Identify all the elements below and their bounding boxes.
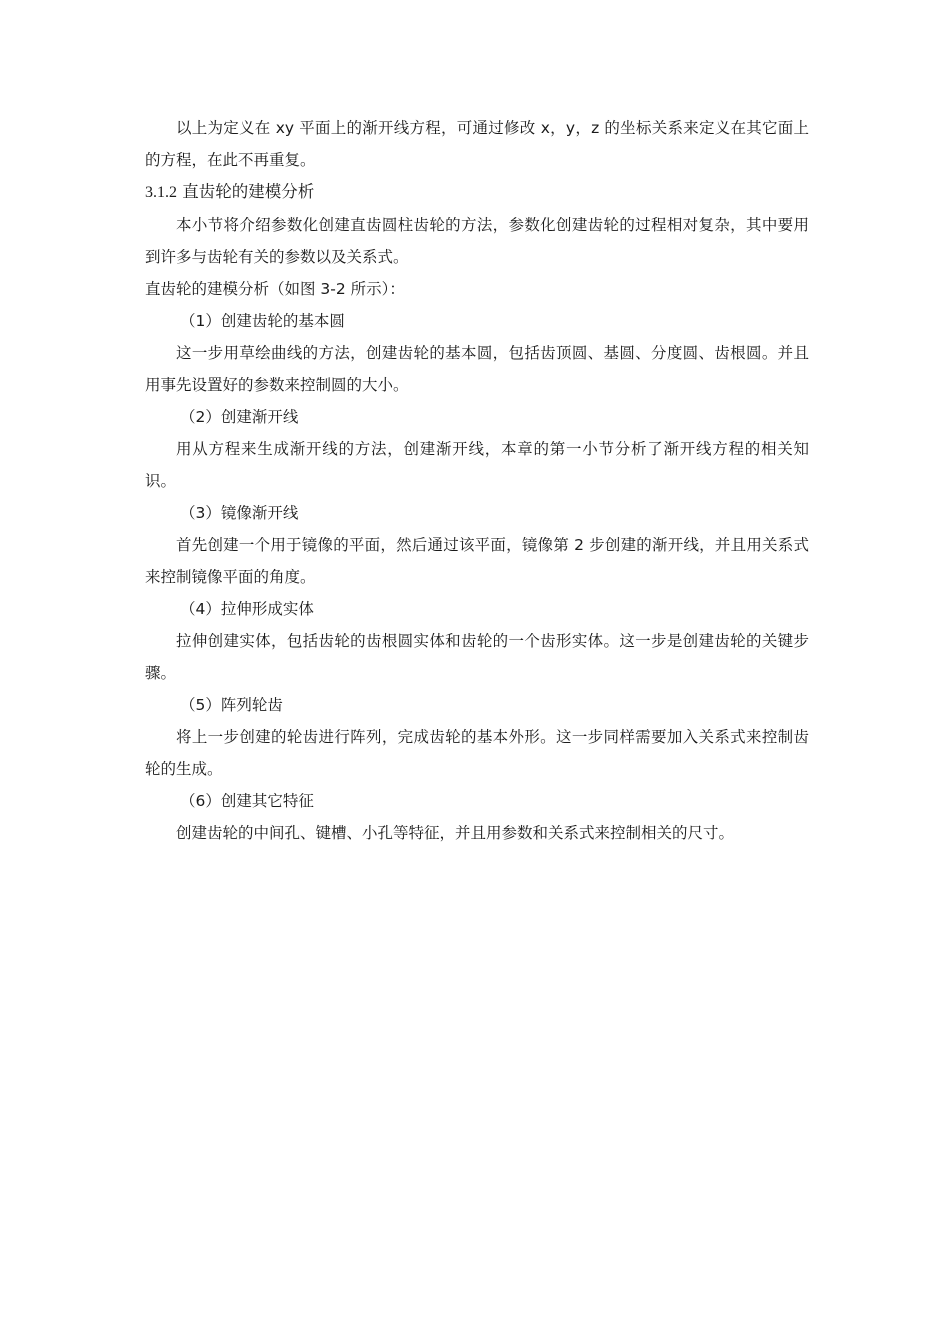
section-heading (145, 176, 809, 209)
document-body (145, 112, 809, 849)
step-6-title: （6）创建其它特征 (180, 792, 314, 810)
step-2-title: （2）创建渐开线 (180, 408, 299, 426)
step-1-body: 这一步用草绘曲线的方法，创建齿轮的基本圆，包括齿顶圆、基圆、分度圆、齿根圆。并且用事先设置好的参数来控制圆的大小。 (145, 344, 809, 394)
step-6-body: 创建齿轮的中间孔、键槽、小孔等特征，并且用参数和关系式来控制相关的尺寸。 (176, 824, 735, 842)
section-title: 直齿轮的建模分析 (182, 182, 315, 201)
intro-paragraph: 以上为定义在 xy 平面上的渐开线方程，可通过修改 x，y，z 的坐标关系来定义在其它面上的方程，在此不再重复。 (145, 119, 809, 169)
step-3-title: （3）镜像渐开线 (180, 504, 299, 522)
step-5-body: 将上一步创建的轮齿进行阵列，完成齿轮的基本外形。这一步同样需要加入关系式来控制齿轮的生成。 (145, 728, 809, 778)
step-5-title: （5）阵列轮齿 (180, 696, 283, 714)
step-2-body: 用从方程来生成渐开线的方法，创建渐开线，本章的第一小节分析了渐开线方程的相关知识。 (145, 440, 809, 490)
step-4-body: 拉伸创建实体，包括齿轮的齿根圆实体和齿轮的一个齿形实体。这一步是创建齿轮的关键步骤。 (145, 632, 809, 682)
step-1-title: （1）创建齿轮的基本圆 (180, 312, 345, 330)
section-number: 3.1.2 (145, 184, 177, 201)
analysis-label: 直齿轮的建模分析（如图 3-2 所示）： (145, 280, 405, 298)
step-3-body: 首先创建一个用于镜像的平面，然后通过该平面，镜像第 2 步创建的渐开线，并且用关系式来控制镜像平面的角度。 (145, 536, 809, 586)
section-intro-paragraph: 本小节将介绍参数化创建直齿圆柱齿轮的方法，参数化创建齿轮的过程相对复杂，其中要用到许多与齿轮有关的参数以及关系式。 (145, 216, 809, 266)
step-4-title: （4）拉伸形成实体 (180, 600, 314, 618)
